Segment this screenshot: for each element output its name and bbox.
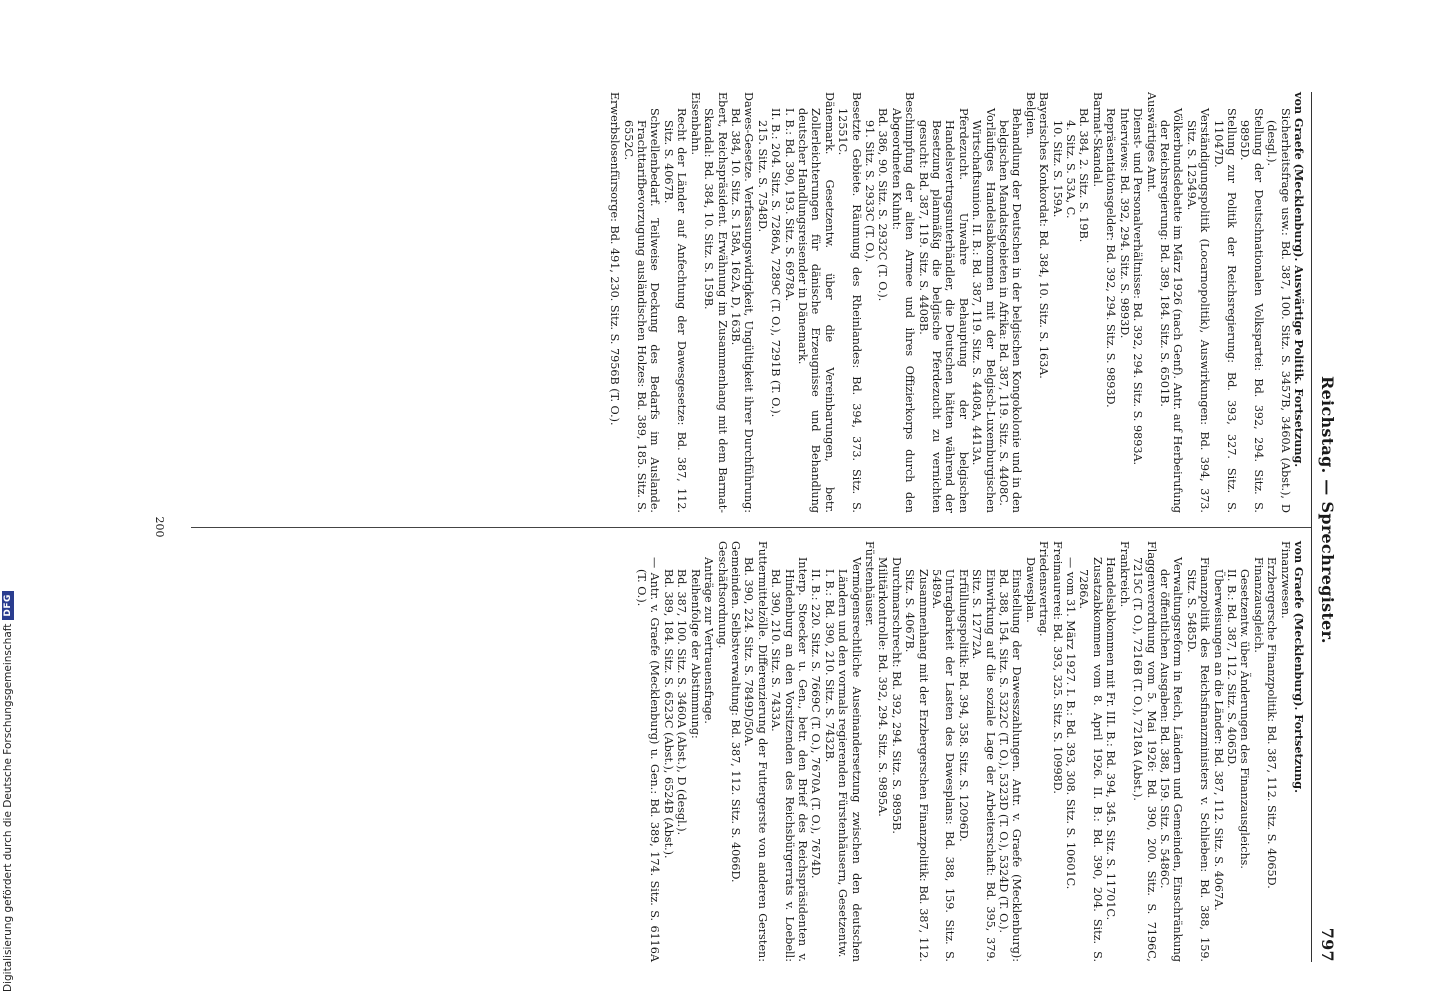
register-entry: Zusammenhang mit der Erzbergerschen Finanzpolitik: Bd. 387, 112. Sitz. S. 4067B. — [903, 569, 930, 962]
two-column-body — [153, 92, 1311, 962]
scan-page-number: 200 — [153, 516, 166, 538]
register-entry: Pferdezucht. Unwahre Behauptung der belgischen Handelsvertragsunterhändler, die Deutschen hätten während der Besetzung planmäßig die belgische Pferdezucht zu vernichten gesucht: Bd. 387, 119. Sitz. S. 4408B. — [916, 108, 970, 513]
register-entry: Durchmarschrecht: Bd. 392, 294. Sitz. S. 9895B. — [889, 557, 903, 834]
register-entry: Bd. 384, 2. Sitz. S. 19B. — [1077, 108, 1091, 243]
register-entry: Sicherheitsfrage usw.: Bd. 387, 100. Sitz. S. 3457B, 3460A (Abst.), D (desgl.). — [1265, 108, 1292, 513]
register-entry: Freimaurerei: Bd. 393, 325. Sitz. S. 10998D. — [1050, 541, 1064, 794]
register-entry: Beschimpfung der alten Armee und ihres Offizierkorps durch den Abgeordneten Kuhnt: — [889, 92, 917, 513]
register-entry: Dawesplan. — [1023, 557, 1037, 623]
register-entry: II. B.: Bd. 387, 112. Sitz. S. 4065D. — [1224, 569, 1238, 768]
register-entry: Vermögensrechtliche Auseinandersetzung zwischen den deutschen Ländern und den vormals regierenden Fürstenhäusern, Gesetzentw. — [836, 557, 863, 962]
register-entry: Fürstenhäuser. — [863, 541, 876, 627]
register-entry: Geschäftsordnung. — [715, 541, 729, 649]
register-entry: II. B.: 204. Sitz. S. 7286A, 7289C (T. O.), 7291B (T. O.). — [769, 108, 783, 418]
register-entry: Bd. 387, 100. Sitz. S. 3460A (Abst.), D (desgl.). — [675, 569, 689, 836]
register-entry: von Graefe (Mecklenburg). Fortsetzung. — [1292, 541, 1306, 794]
register-entry: Militärkontrolle: Bd. 392, 294. Sitz. S. 9895A. — [876, 557, 890, 817]
register-entry: Dienst- und Personalverhältnisse: Bd. 392, 294. Sitz. S. 9893A. — [1131, 108, 1145, 466]
register-entry: Flaggenverordnung vom 5. Mai 1926: Bd. 390, 200. Sitz. S. 7196C, 7215C (T. O.), 7216B (T. O.), 7218A (Abst.). — [1131, 541, 1158, 962]
register-entry: Handelsabkommen mit Fr. III. B.: Bd. 394, 345. Sitz. S. 11701C. — [1104, 557, 1118, 921]
page-header — [1311, 92, 1337, 962]
register-entry: Futtermittelzölle. Differenzierung der Futtergerste von anderen Gersten: Bd. 390, 224. Sitz. S. 7849D/50A. — [742, 541, 769, 962]
register-entry: Interp. Stoecker u. Gen., betr. den Brief des Reichspräsidenten v. Hindenburg an den Vorsitzenden des Reichsbürgerrats v. Loebell: Bd. 390, 210. Sitz. S. 7433A. — [769, 557, 809, 962]
register-entry: Auswärtiges Amt. — [1144, 92, 1158, 193]
register-entry: I. B.: Bd. 390, 210. Sitz. S. 7432B. — [822, 569, 836, 763]
register-entry: Stellung der Deutschnationalen Volkspartei: Bd. 392, 294. Sitz. S. 9895D. — [1238, 108, 1265, 513]
register-entry: Erfüllungspolitik: Bd. 394, 358. Sitz. S. 12096D. — [956, 569, 970, 842]
column-divider — [191, 527, 1311, 528]
register-entry: von Graefe (Mecklenburg). Auswärtige Politik. Fortsetzung. — [1292, 92, 1306, 468]
right-column — [171, 527, 1311, 962]
register-entry: Belgien. — [1023, 92, 1037, 139]
running-title: Reichstag. — Sprechregister. — [1318, 375, 1337, 644]
register-entry: Bd. 386, 90. Sitz. S. 2932C (T. O.). — [876, 108, 890, 302]
register-entry: 4. Sitz. S. 53A, C. — [1064, 120, 1078, 219]
register-entry: I. B.: Bd. 390, 193. Sitz. S. 6978A. — [782, 108, 796, 302]
register-entry: Ebert, Reichspräsident. Erwähnung im Zusammenhang mit dem Barmat-Skandal: Bd. 384, 10. Sitz. S. 159B. — [702, 92, 729, 513]
register-entry: — vom 31. März 1927. I. B.: Bd. 393, 308. Sitz. S. 10601C. — [1064, 557, 1078, 890]
register-entry: Frankreich. — [1117, 541, 1131, 608]
register-entry: 215. Sitz. S. 7548D. — [755, 120, 769, 233]
left-column — [171, 92, 1311, 527]
register-entry: Finanzpolitik des Reichsfinanzministers v. Schlieben: Bd. 388, 159. Sitz. S. 5485D. — [1184, 557, 1212, 962]
register-entry: Einstellung der Dawesszahlungen. Antr. v. Graefe (Mecklenburg): Bd. 388, 154. Sitz. S. 5322C (T. O.), 5323D (T. O.), 5324D (T. O.). — [997, 569, 1024, 962]
register-entry: Gemeinden. Selbstverwaltung: Bd. 387, 112. Sitz. S. 4066D. — [728, 541, 742, 883]
register-entry: Gesetzentw. über Änderungen des Finanzausgleichs. — [1238, 569, 1252, 869]
credit-text: Digitalisierung gefördert durch die Deutsche Forschungsgemeinschaft — [2, 623, 14, 992]
register-entry: — Antr. v. Graefe (Mecklenburg) u. Gen.: Bd. 389, 174. Sitz. S. 6116A (T. O.). — [635, 557, 662, 962]
margin-credit — [2, 552, 14, 992]
register-entry: Zusatzabkommen vom 8. April 1926. II. B.: Bd. 390, 204. Sitz. S. 7286A. — [1077, 557, 1104, 962]
register-entry: Anträge zur Vertrauensfrage. — [702, 557, 716, 724]
register-entry: Recht der Länder auf Anfechtung der Dawesgesetze: Bd. 387, 112. Sitz. S. 4067B. — [661, 108, 689, 513]
register-entry: Bayerisches Konkordat: Bd. 384, 10. Sitz. S. 163A. — [1037, 92, 1051, 379]
register-entry: Untragbarkeit der Lasten des Dawesplans: Bd. 388, 159. Sitz. S. 5489A. — [930, 569, 957, 962]
register-entry: Verständigungspolitik (Locarnopolitik), Auswirkungen: Bd. 394, 373. Sitz. S. 12549A. — [1184, 108, 1212, 513]
register-entry: Finanzwesen. — [1278, 541, 1292, 619]
register-entry: Finanzausgleich. — [1251, 557, 1265, 653]
register-entry: Vorläufiges Handelsabkommen mit der Belgisch-Luxemburgischen Wirtschaftsunion. II. B.: Bd. 387, 119. Sitz. S. 4408A, 4413A. — [970, 108, 997, 513]
register-entry: Erzbergersche Finanzpolitik: Bd. 387, 112. Sitz. S. 4065D. — [1265, 557, 1279, 889]
register-entry: Dänemark. Gesetzentw. über die Vereinbarungen, betr. Zollerleichterungen für dänische Erzeugnisse und Behandlung deutscher Handlungsreisender in Dänemark. — [795, 92, 836, 513]
register-entry: Einwirkung auf die soziale Lage der Arbeiterschaft: Bd. 395, 379. Sitz. S. 12772A. — [970, 569, 997, 962]
register-entry: Erwerbslosenfürsorge: Bd. 491, 230. Sitz. S. 7956B (T. O.). — [608, 92, 622, 426]
register-entry: Repräsentationsgelder: Bd. 392, 294. Sitz. S. 9893D. — [1104, 108, 1118, 408]
register-entry: Behandlung der Deutschen in der belgischen Kongokolonie und in den belgischen Mandatsgebieten in Afrika: Bd. 387, 119. Sitz. S. 4408C. — [997, 108, 1024, 513]
register-entry: Barmat-Skandal. — [1090, 92, 1104, 188]
dfg-logo: DFG — [2, 591, 14, 620]
register-entry: Bd. 389, 184. Sitz. S. 6523C (Abst.), 6524B (Abst.). — [661, 569, 675, 859]
register-entry: II. B.: 220. Sitz. S. 7669C (T. O.), 7670A (T. O.), 7674D. — [809, 569, 823, 879]
document-page — [117, 52, 1347, 992]
register-entry: Stellung zur Politik der Reichsregierung: Bd. 393, 327. Sitz. S. 11047D. — [1211, 108, 1238, 513]
register-entry: Friedensvertrag. — [1037, 541, 1051, 637]
register-entry: Eisenbahn. — [688, 92, 702, 156]
register-entry: Interviews: Bd. 392, 294. Sitz. S. 9893D. — [1117, 108, 1131, 339]
register-entry: Dawes-Gesetze. Verfassungswidrigkeit, Ungültigkeit ihrer Durchführung: Bd. 384, 10. Sitz. S. 158A, 162A, D, 163B. — [728, 92, 756, 513]
register-entry: 91. Sitz. S. 2933C (T. O.). — [863, 120, 876, 263]
register-entry: Besetzte Gebiete. Räumung des Rheinlandes: Bd. 394, 373. Sitz. S. 12551C. — [836, 92, 863, 513]
register-entry: Völkerbundsdebatte im März 1926 (nach Genf). Antr. auf Herbeirufung der Reichsregierung: Bd. 389, 184. Sitz. S. 6501B. — [1157, 108, 1185, 513]
register-entry: Schwellenbedarf. Teilweise Deckung des Bedarfs im Auslande. Frachttarifbevorzugung ausländischen Holzes: Bd. 389, 185. Sitz. S. 6552C. — [621, 108, 662, 513]
register-entry: Verwaltungsreform in Reich, Ländern und Gemeinden, Einschränkung der öffentlichen Ausgaben: Bd. 388, 159. Sitz. S. 5486C. — [1157, 557, 1185, 962]
page-number: 797 — [1318, 927, 1337, 962]
register-entry: Überweisungen an die Länder: Bd. 387, 112. Sitz. S. 4067A. — [1211, 569, 1225, 911]
register-entry: Reihenfolge der Abstimmung: — [688, 569, 702, 739]
register-entry: 10. Sitz. S. 159A. — [1050, 120, 1064, 218]
